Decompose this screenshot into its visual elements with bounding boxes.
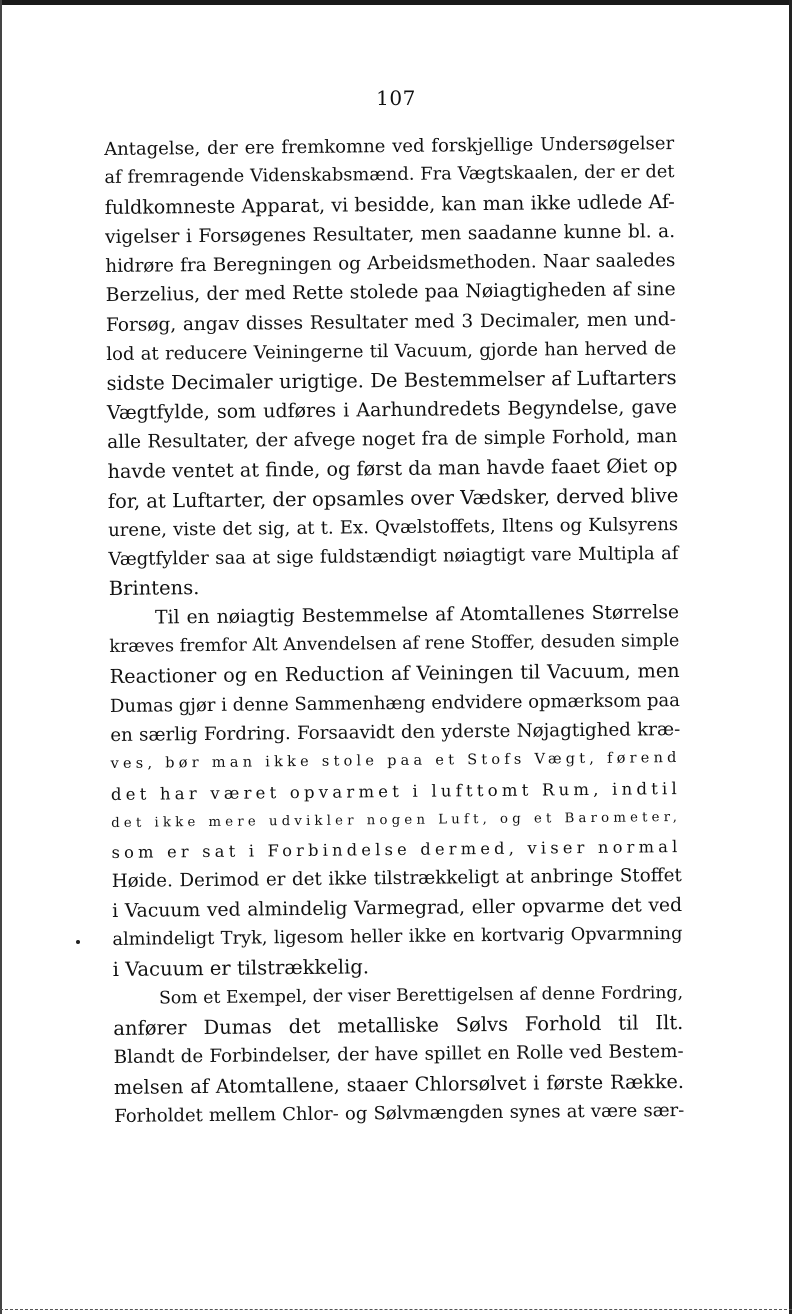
text-line: ves, bør man ikke stole paa et Stofs Vægt, førend — [110, 750, 681, 773]
top-border-rule — [0, 0, 792, 5]
text-line: lod at reducere Veiningerne til Vacuum, gjorde han herved de — [106, 338, 677, 366]
text-line: i Vacuum er tilstrækkelig. — [112, 955, 370, 982]
text-line: en særlig Fordring. Forsaavidt den yderste Nøjagtighed kræ- — [110, 718, 681, 746]
text-line: alle Resultater, der afvege noget fra de simple Forhold, man — [107, 425, 678, 453]
text-line: Brintens. — [108, 576, 200, 601]
bottom-dashed-rule — [0, 1309, 792, 1310]
text-line: almindeligt Tryk, ligesom heller ikke en kortvarig Opvarmning — [112, 924, 683, 950]
paragraph-2 — [109, 598, 683, 985]
text-line: det har været opvarmet i lufttomt Rum, indtil — [110, 778, 682, 804]
text-line: sidste Decimaler urigtige. De Bestemmelser af Luftarters — [106, 366, 677, 396]
text-line: Som et Exempel, der viser Berettigelsen af denne Fordring, — [158, 982, 684, 1009]
text-line: det ikke mere udvikler nogen Luft, og et Barometer, — [111, 809, 682, 831]
text-line: vigelser i Forsøgenes Resultater, men saadanne kunne bl. a. — [104, 220, 676, 248]
text-line: fuldkomneste Apparat, vi besidde, kan man ikke udlede Af- — [104, 190, 675, 219]
text-line: urene, viste det sig, at t. Ex. Qvælstoffets, Iltens og Kulsyrens — [108, 513, 679, 541]
left-border-rule — [0, 0, 2, 1314]
paragraph-1 — [104, 129, 679, 604]
text-line: som er sat i Forbindelse dermed, viser normal — [111, 837, 682, 863]
text-line: anfører Dumas det metalliske Sølvs Forhold til Ilt. — [113, 1010, 684, 1040]
text-line: Høide. Derimod er det ikke tilstrækkeligt at anbringe Stoffet — [111, 865, 682, 893]
text-line: Forsøg, angav disses Resultater med 3 Decimaler, men und- — [105, 308, 677, 336]
text-line: af fremragende Videnskabsmænd. Fra Vægtskaalen, der er det — [104, 162, 675, 189]
text-line: Dumas gjør i denne Sammenhæng endvidere opmærksom paa — [109, 689, 681, 717]
text-line: Til en nøiagtig Bestemmelse af Atomtallenes Størrelse — [154, 601, 680, 629]
text-line: i Vacuum ved almindelig Varmegrad, eller opvarme det ved — [112, 894, 683, 922]
text-line: havde ventet at finde, og først da man havde faaet Øiet op — [107, 454, 678, 484]
text-line: kræves fremfor Alt Anvendelsen af rene Stoffer, desuden simple — [109, 631, 680, 658]
text-line: melsen af Atomtallene, staaer Chlorsølvet i første Række. — [113, 1069, 685, 1099]
text-line: Forholdet mellem Chlor- og Sølvmængden synes at være sær- — [114, 1099, 685, 1127]
text-line: Berzelius, der med Rette stolede paa Nøiagtigheden af sine — [105, 279, 676, 307]
text-line: Vægtfylder saa at sige fuldstændigt nøiagtigt vare Multipla af — [108, 543, 679, 571]
page-number: 107 — [376, 86, 416, 110]
paragraph-3 — [113, 979, 685, 1131]
text-line: Antagelse, der ere fremkomne ved forskjellige Undersøgelser — [104, 133, 675, 160]
text-line: Vægtfylde, som udføres i Aarhundredets Begyndelse, gave — [106, 395, 677, 424]
body-text — [104, 129, 684, 1131]
ink-speck — [76, 940, 80, 944]
text-line: for, at Luftarter, der opsamles over Vædsker, derved blive — [107, 483, 679, 513]
text-line: Blandt de Forbindelser, der have spillet en Rolle ved Bestem- — [113, 1041, 684, 1069]
text-line: hidrøre fra Beregningen og Arbeidsmethoden. Naar saaledes — [105, 250, 676, 278]
text-line: Reactioner og en Reduction af Veiningen til Vacuum, men — [109, 659, 680, 689]
